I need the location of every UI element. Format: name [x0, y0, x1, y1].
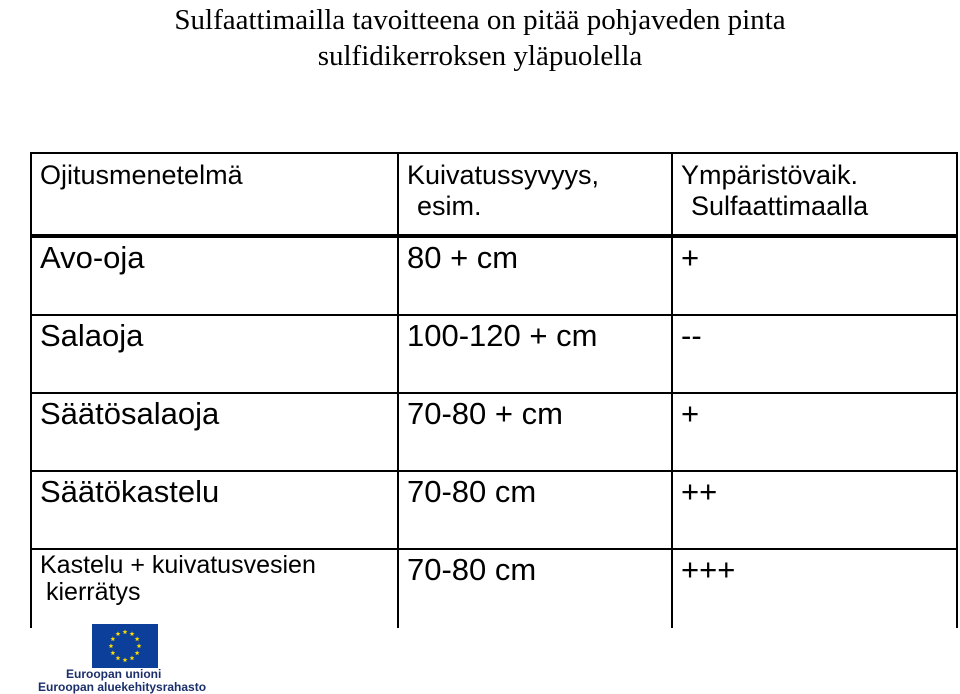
eu-flag-icon — [92, 624, 158, 668]
cell-depth: 70-80 cm — [398, 471, 672, 549]
cell-method: Säätökastelu — [31, 471, 398, 549]
cell-effect: ++ — [672, 471, 957, 549]
cell-depth: 100-120 + cm — [398, 315, 672, 393]
header-depth: Kuivatussyvyys, esim. — [398, 153, 672, 236]
cell-method: Avo-oja — [31, 236, 398, 315]
eu-union-text: Euroopan unioni — [66, 667, 162, 681]
cell-method: Kastelu + kuivatusvesien kierrätys — [31, 549, 398, 628]
table-header-row — [31, 153, 957, 236]
page-title — [0, 0, 960, 74]
table-row — [31, 236, 957, 315]
drainage-table — [30, 152, 958, 628]
header-method: Ojitusmenetelmä — [31, 153, 398, 236]
cell-effect: +++ — [672, 549, 957, 628]
table-row — [31, 315, 957, 393]
cell-effect: + — [672, 393, 957, 471]
table-row — [31, 393, 957, 471]
table-row — [31, 471, 957, 549]
title-line-1: Sulfaattimailla tavoitteena on pitää pohjaveden pinta — [174, 4, 786, 36]
cell-method: Säätösalaoja — [31, 393, 398, 471]
cell-effect: -- — [672, 315, 957, 393]
cell-effect: + — [672, 236, 957, 315]
eu-logo — [38, 622, 207, 694]
table-row — [31, 549, 957, 628]
cell-depth: 70-80 + cm — [398, 393, 672, 471]
cell-depth: 70-80 cm — [398, 549, 672, 628]
cell-method: Salaoja — [31, 315, 398, 393]
cell-depth: 80 + cm — [398, 236, 672, 315]
header-effect: Ympäristövaik. Sulfaattimaalla — [672, 153, 957, 236]
title-line-2: sulfidikerroksen yläpuolella — [317, 40, 643, 72]
eu-fund-text: Euroopan aluekehitysrahasto — [38, 680, 207, 694]
